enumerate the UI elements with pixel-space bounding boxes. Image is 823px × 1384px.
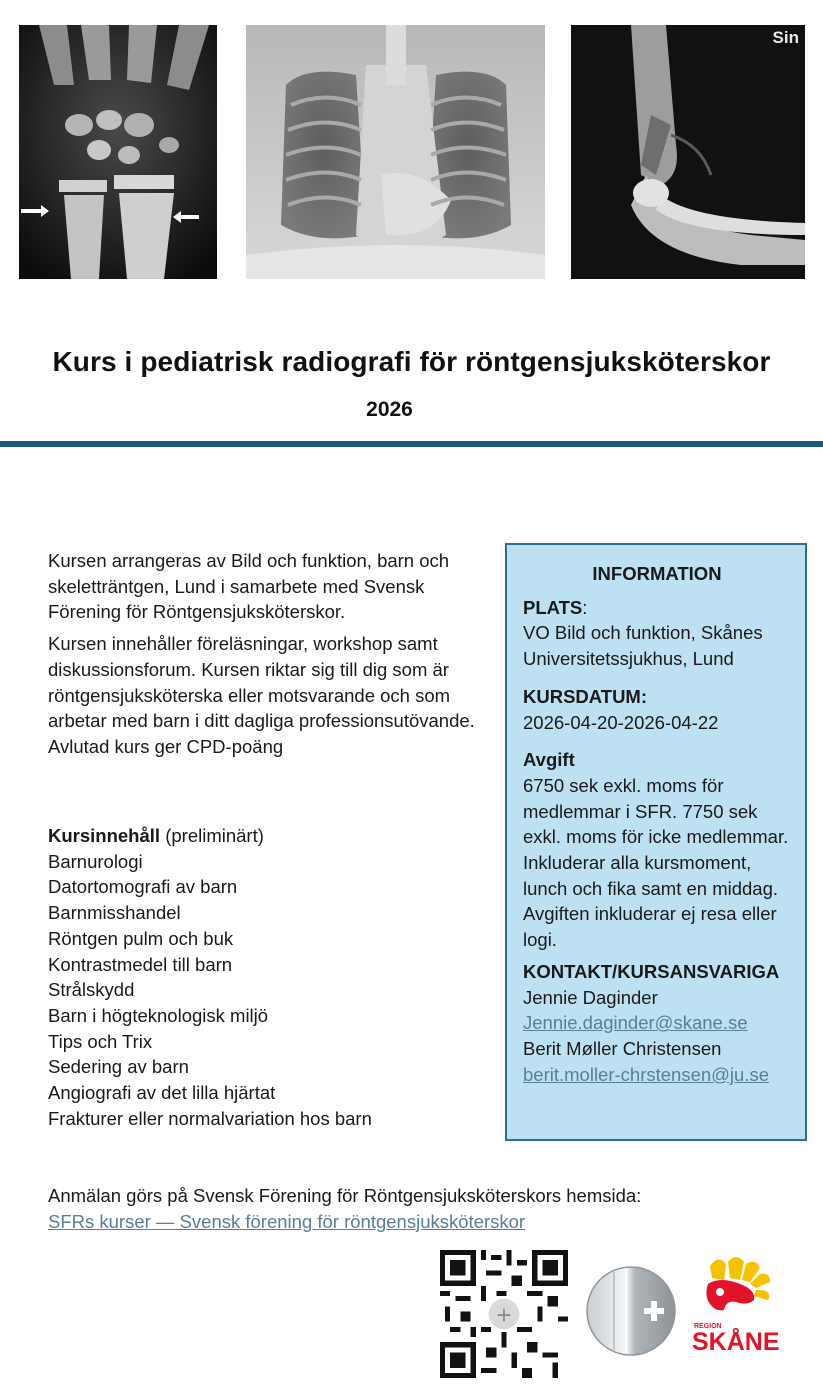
side-marker: Sin xyxy=(772,28,799,47)
sfr-plus-logo xyxy=(586,1266,676,1356)
course-item: Barnmisshandel xyxy=(48,902,181,924)
fee-value: 6750 sek exkl. moms för medlemmar i SFR. 7750 sek exkl. moms för icke medlemmar. Inkluderar alla kursmoment, lunch och fika samt en middag. Avgiften inkluderar ej resa eller logi. xyxy=(523,774,789,951)
contact-label: KONTAKT/KURSANSVARIGA xyxy=(523,960,780,982)
qr-code[interactable] xyxy=(440,1250,568,1378)
course-item: Sedering av barn xyxy=(48,1056,189,1078)
course-contents-heading: Kursinnehåll (preliminärt) xyxy=(48,825,264,846)
fee-label: Avgift xyxy=(523,749,575,771)
course-item: Barn i högteknologisk miljö xyxy=(48,1004,269,1026)
contact-email-link[interactable]: Jennie.daginder@skane.se xyxy=(523,1012,748,1034)
contact-name: Berit Møller Christensen xyxy=(523,1037,722,1059)
fee-section xyxy=(523,747,791,953)
course-year: 2026 xyxy=(366,398,413,421)
place-label: PLATS xyxy=(523,596,583,618)
page-title: Kurs i pediatrisk radiografi för röntgensjuksköterskor xyxy=(52,346,771,377)
date-value: 2026-04-20-2026-04-22 xyxy=(523,711,719,733)
intro-paragraph-2: Kursen innehåller föreläsningar, workshop samt diskussionsforum. Kursen riktar sig till dig som är röntgensjuksköterska eller motsvarande och som arbetar med barn i ditt dagliga professionsutövande. Avlutad kurs ger CPD-poäng xyxy=(48,633,475,757)
region-label: REGION xyxy=(694,1323,722,1330)
course-contents xyxy=(48,823,488,1131)
course-item: Barnurologi xyxy=(48,850,143,872)
chest-xray-image xyxy=(246,25,545,279)
signup-section xyxy=(48,1183,768,1234)
information-box xyxy=(505,543,807,1141)
course-item: Kontrastmedel till barn xyxy=(48,953,233,975)
intro-paragraph-1: Kursen arrangeras av Bild och funktion, barn och skeletträntgen, Lund i samarbete med Svensk Förening för Röntgensjuksköterskor. xyxy=(48,550,450,623)
contact-email-link[interactable]: berit.moller-chrstensen@ju.se xyxy=(523,1063,770,1085)
place-section: PLATS: VO Bild och funktion, Skånes Universitetssjukhus, Lund xyxy=(523,595,791,672)
elbow-xray-image xyxy=(571,25,805,279)
date-label: KURSDATUM: xyxy=(523,685,647,707)
date-section xyxy=(523,684,791,735)
place-value: VO Bild och funktion, Skånes Universitetssjukhus, Lund xyxy=(523,622,763,670)
course-item: Angiografi av det lilla hjärtat xyxy=(48,1082,276,1104)
sfr-courses-link[interactable]: SFRs kurser — Svensk förening för röntgensjuksköterskor xyxy=(48,1210,526,1232)
skane-label: SKÅNE xyxy=(692,1328,780,1354)
course-item: Röntgen pulm och buk xyxy=(48,927,234,949)
course-item: Datortomografi av barn xyxy=(48,876,238,898)
course-item: Tips och Trix xyxy=(48,1030,153,1052)
title-divider xyxy=(0,441,823,447)
svg-text:+: + xyxy=(495,1302,513,1327)
region-skane-logo xyxy=(690,1254,800,1354)
course-item: Strålskydd xyxy=(48,979,135,1001)
signup-text: Anmälan görs på Svensk Förening för Röntgensjuksköterskors hemsida: xyxy=(48,1185,642,1206)
info-title: INFORMATION xyxy=(592,563,722,584)
wrist-xray-image xyxy=(19,25,217,279)
contact-name: Jennie Daginder xyxy=(523,986,658,1008)
course-item: Frakturer eller normalvariation hos barn xyxy=(48,1107,372,1129)
contact-section xyxy=(523,959,791,1088)
intro-text xyxy=(48,548,478,766)
